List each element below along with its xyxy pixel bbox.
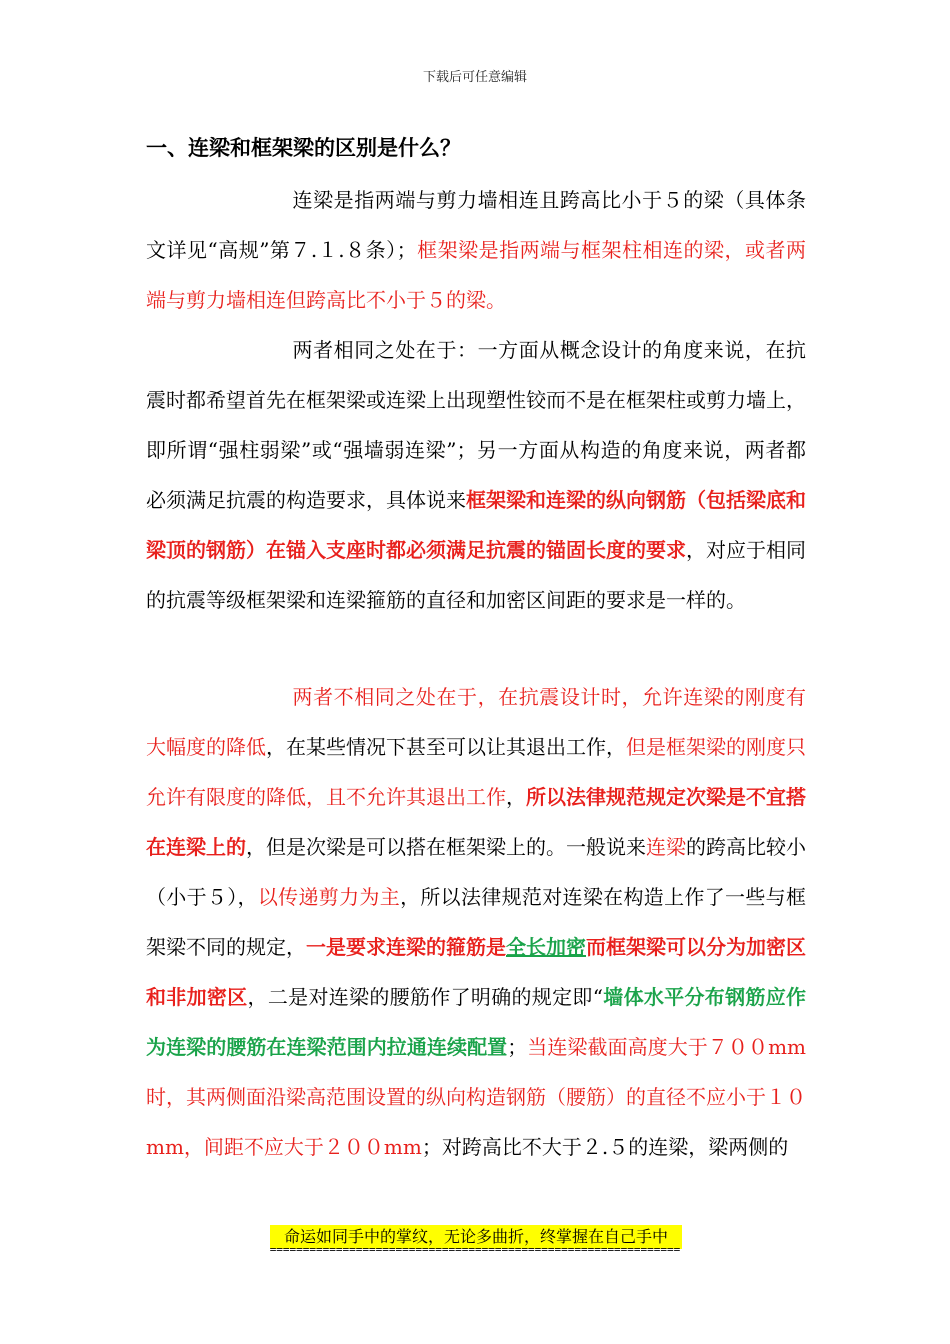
paragraph-differences xyxy=(146,672,806,1172)
frame-beam-no-exit: ，且不允许其退出工作 xyxy=(306,785,506,809)
difference-text-1: ，在某些情况下甚至可以让其退出工作， xyxy=(266,735,626,759)
coupling-beam-term: 连梁 xyxy=(646,835,686,859)
section-title: 一、连梁和框架梁的区别是什么？ xyxy=(146,136,461,160)
stirrup-requirement: ，对应于相同的抗震等级框架梁和连梁箍筋的直径和加密区间距的要求是一样的。 xyxy=(146,538,806,612)
waist-rebar-intro: ，二是对连梁的腰筋作了明确的规定即“ xyxy=(247,985,603,1009)
frame-beam-definition: 框架梁是指两端与框架柱相连的梁，或者两端与剪力墙相连但跨高比不小于５的梁。 xyxy=(146,238,806,312)
difference-intro: 两者不相同之处在于，在抗震设计时，允许连梁的刚度有大幅度的降低 xyxy=(146,685,806,759)
full-length-densified: 全长加密 xyxy=(506,935,586,959)
difference-text-2: ，但是次梁是可以搭在框架梁上的。一般说来 xyxy=(246,835,646,859)
coupling-beam-definition: 连梁是指两端与剪力墙相连且跨高比小于５的梁（具体条文详见“高规”第７.１.８条）； xyxy=(146,188,806,262)
waist-rebar-rule: 墙体水平分布钢筋应作为连梁的腰筋在连梁范围内拉通连续配置 xyxy=(146,985,807,1059)
paragraph-definition xyxy=(146,175,806,325)
section-height-rule: 当连梁截面高度大于７００mm时，其两侧面沿梁高范围设置的纵向构造钢筋（腰筋）的直径不应小于１０mm，间距不应大于２００mm xyxy=(146,1035,806,1159)
anchorage-requirement: 框架梁和连梁的纵向钢筋（包括梁底和梁顶的钢筋）在锚入支座时都必须满足抗震的锚固长度的要求 xyxy=(146,488,806,562)
page-header: 下载后可任意编辑 xyxy=(422,70,527,85)
frame-beam-zones: 而框架梁可以分为加密区和非加密区 xyxy=(146,935,806,1009)
stirrup-rule-intro: 一是要求连梁的箍筋是 xyxy=(306,935,506,959)
semicolon: ； xyxy=(507,1035,528,1059)
paragraph-similarities xyxy=(146,325,806,625)
footer-motto: 命运如同手中的掌纹，无论多曲折，终掌握在自己手中 xyxy=(270,1225,682,1249)
difference-comma: ， xyxy=(506,785,526,809)
span-ratio-rule: ；对跨高比不大于２.５的连梁，梁两侧的 xyxy=(421,1135,789,1159)
footer-divider: ============================================================== xyxy=(269,1243,681,1256)
frame-beam-stiffness: 但是框架梁的刚度只允许有限度的降低 xyxy=(146,735,806,809)
secondary-beam-rule: 所以法律规范规定次梁是不宜搭在连梁上的 xyxy=(146,785,806,859)
shear-transfer-text: 以传递剪力为主 xyxy=(257,885,401,909)
difference-text-3: ，所以法律规范对连梁在构造上作了一些与框架梁不同的规定， xyxy=(146,885,806,959)
similarities-text: 两者相同之处在于：一方面从概念设计的角度来说，在抗震时都希望首先在框架梁或连梁上出现塑性铰而不是在框架柱或剪力墙上，即所谓“强柱弱梁”或“强墙弱连梁”；另一方面从构造的角度来说，两者都必须满足抗震的构造要求，具体说来 xyxy=(146,338,806,512)
span-ratio-text: 的跨高比较小（小于５）， xyxy=(146,835,806,909)
